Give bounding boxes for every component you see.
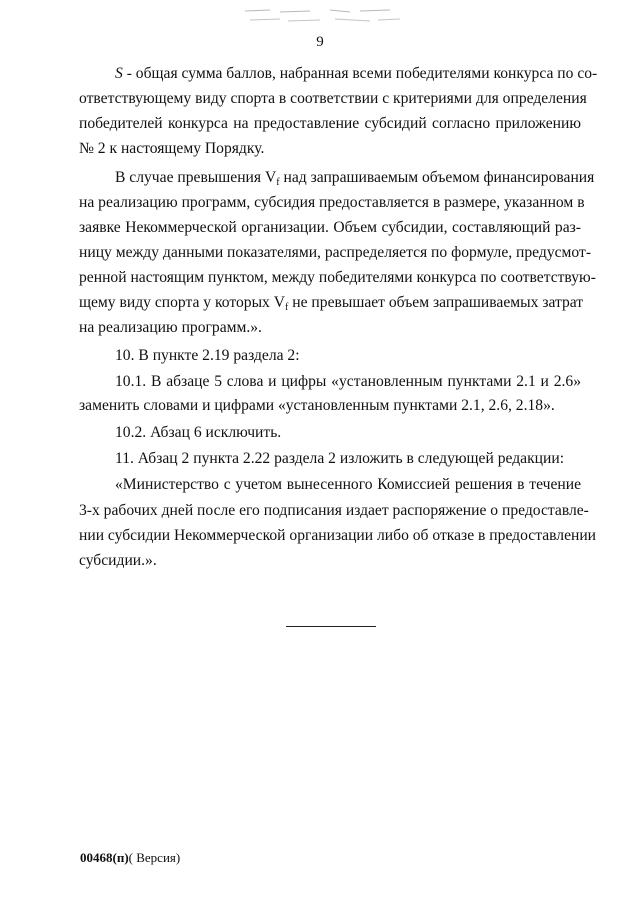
item-11: 11. Абзац 2 пункта 2.22 раздела 2 изложить в следующей редакции:: [115, 450, 565, 467]
document-code: 00468(п): [80, 850, 129, 865]
page-number: 9: [316, 34, 324, 50]
quote-line-2: 3-х рабочих дней после его подписания издает распоряжение о предоставле-: [79, 502, 589, 519]
quote-line-1: «Министерство с учетом вынесенного Комиссией решения в течение: [115, 476, 581, 493]
item-10-1-line-2: заменить словами и цифрами «установленным пунктами 2.1, 2.6, 2.18».: [79, 397, 555, 414]
paragraph-excess-line-2: на реализацию программ, субсидия предоставляется в размере, указанном в: [79, 194, 585, 211]
paragraph-excess-line-6: щему виду спорта у которых $V_f$ не превышает объем запрашиваемых затрат: [79, 294, 584, 313]
version-label: ( Версия): [128, 850, 181, 865]
item-10-2: 10.2. Абзац 6 исключить.: [115, 424, 282, 441]
quote-line-3: нии субсидии Некоммерческой организации либо об отказе в предоставлении: [79, 527, 597, 544]
paragraph-excess-line-3: заявке Некоммерческой организации. Объем субсидии, составляющий раз-: [79, 219, 581, 236]
paragraph-s-line-1: S - общая сумма баллов, набранная всеми победителями конкурса по со-: [115, 65, 598, 82]
item-10: 10. В пункте 2.19 раздела 2:: [115, 347, 300, 364]
symbol-s: S: [115, 65, 123, 82]
paragraph-excess-line-1: В случае превышения $V_f$ над запрашиваемым объемом финансирования: [115, 169, 595, 188]
scan-artifact-stamp: [240, 6, 410, 26]
footer-version: [80, 850, 180, 866]
paragraph-excess-line-7: на реализацию программ.».: [79, 319, 262, 336]
paragraph-s-line-4: № 2 к настоящему Порядку.: [79, 140, 265, 157]
end-divider: [286, 626, 376, 627]
paragraph-excess-line-4: ницу между данными показателями, распределяется по формуле, предусмот-: [79, 244, 592, 261]
paragraph-s-line-3: победителей конкурса на предоставление субсидий согласно приложению: [79, 115, 581, 132]
paragraph-excess-line-5: ренной настоящим пунктом, между победителями конкурса по соответствую-: [79, 269, 596, 286]
quote-line-4: субсидии.».: [79, 552, 157, 569]
paragraph-s-line-2: ответствующему виду спорта в соответствии с критериями для определения: [79, 90, 587, 107]
item-10-1-line-1: 10.1. В абзаце 5 слова и цифры «установленным пунктами 2.1 и 2.6»: [115, 373, 581, 390]
